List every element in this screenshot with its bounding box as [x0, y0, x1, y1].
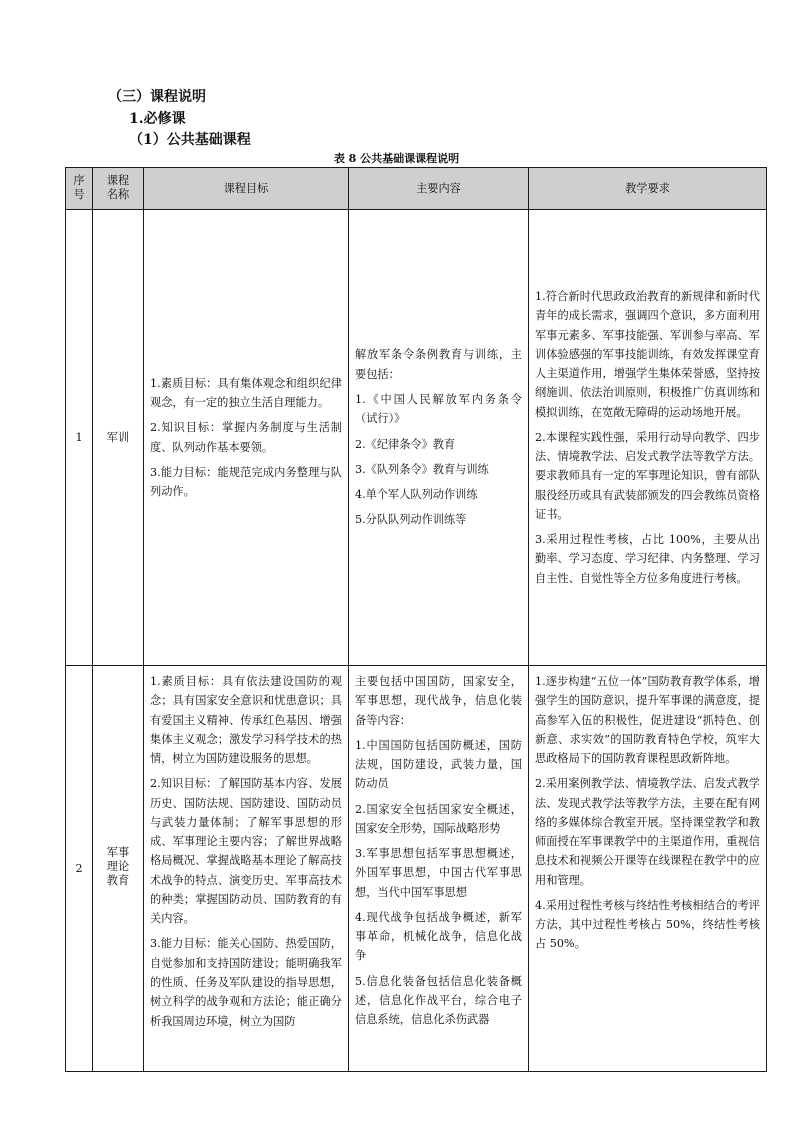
teaching-requirements [529, 210, 767, 666]
goal-item: 3.能力目标：能规范完成内务整理与队列动作。 [150, 465, 342, 499]
course-name: 军训 [93, 210, 144, 666]
table-row [66, 666, 767, 1072]
content-item: 3.《队列条令》教育与训练 [355, 462, 489, 476]
teaching-requirements [529, 666, 767, 1072]
goal-item: 1.素质目标：具有集体观念和组织纪律观念，有一定的独立生活自理能力。 [150, 376, 342, 409]
row-number: 2 [66, 666, 93, 1072]
goal-item: 3.能力目标：能关心国防、热爱国防，自觉参加和支持国防建设；能明确我军的性质、任务及军队建设的指导思想，树立科学的战争观和方法论；能正确分析我国周边环境，树立为国防 [150, 937, 342, 1028]
requirement-item: 2.采用案例教学法、情境教学法、启发式教学法、发现式教学法等教学方法，主要在配有网络的多媒体综合教室开展。坚持课堂教学和教师面授在军事课教学中的主渠道作用，重视信息技术和视频公开课等在线课程在教学中的应用和管理。 [535, 777, 760, 887]
requirement-item: 2.本课程实践性强，采用行动导向教学、四步法、情境教学法、启发式教学法等教学方法。要求教师具有一定的军事理论知识，曾有部队服役经历或具有武装部颁发的四会教练员资格证书。 [535, 430, 760, 521]
requirement-item: 1.符合新时代思政政治教育的新规律和新时代青年的成长需求，强调四个意识，多方面利用军事元素多、军事技能强、军训参与率高、军训体验感强的军事技能训练，有效发挥课堂育人主渠道作用，增强学生集体荣誉感，坚持按纲施训、依法治训原则，积极推广仿真训练和模拟训练，在宽敞无障碍的运动场地开展。 [535, 290, 760, 419]
requirement-item: 4.采用过程性考核与终结性考核相结合的考评方法，其中过程性考核占 50%，终结性考核占 50%。 [535, 898, 760, 951]
row-number: 1 [66, 210, 93, 666]
section-heading: （三）课程说明 [108, 89, 206, 105]
content-item: 2.《纪律条令》教育 [355, 437, 456, 451]
header-main-content: 主要内容 [349, 168, 529, 210]
content-item: 1.《中国人民解放军内务条令（试行）》 [355, 392, 522, 426]
requirement-item: 1.逐步构建“五位一体”国防教育教学体系，增强学生的国防意识，提升军事课的满意度，提高参军入伍的积极性，促进建设“抓特色、创新意、求实效”的国防教育特色学校，筑牢大思政格局下的国防教育课程思政新阵地。 [535, 675, 760, 766]
course-name: 军事理论教育 [93, 666, 144, 1072]
goal-item: 2.知识目标：掌握内务制度与生活制度、队列动作基本要领。 [150, 421, 342, 454]
subsubsection-heading: （1）公共基础课程 [129, 132, 251, 148]
course-goals [144, 666, 349, 1072]
course-goals [144, 210, 349, 666]
content-item: 5.信息化装备包括信息化装备概述，信息化作战平台，综合电子信息系统，信息化杀伤武器 [355, 974, 522, 1027]
goal-item: 2.知识目标：了解国防基本内容、发展历史、国防法规、国防建设、国防动员与武装力量体制；了解军事思想的形成、军事理论主要内容；了解世界战略格局概况、掌握战略基本理论了解高技术战争的特点、演变历史、军事高技术的种类；掌握国防动员、国防教育的有关内容。 [150, 777, 342, 926]
requirement-item: 3.采用过程性考核，占比 100%，主要从出勤率、学习态度、学习纪律、内务整理、学习自主性、自觉性等全方位多角度进行考核。 [535, 533, 760, 585]
content-item: 5.分队队列动作训练等 [355, 513, 467, 527]
content-item: 3.军事思想包括军事思想概述，外国军事思想，中国古代军事思想，当代中国军事思想 [355, 847, 522, 899]
content-item: 1.中国国防包括国防概述，国防法规，国防建设，武装力量，国防动员 [355, 738, 522, 791]
goal-item: 1.素质目标：具有依法建设国防的观念；具有国家安全意识和忧患意识；具有爱国主义精神、传承红色基因、增强集体主义观念；激发学习科学技术的热情，树立为国防建设服务的思想。 [150, 675, 342, 766]
table-caption: 表 8 公共基础课课程说明 [333, 152, 460, 165]
content-item: 解放军条令条例教育与训练，主要包括： [355, 348, 522, 381]
content-item: 4.单个军人队列动作训练 [355, 488, 478, 502]
subsection-heading: 1.必修课 [129, 111, 186, 127]
table-header-row [66, 168, 767, 210]
content-item: 4.现代战争包括战争概述，新军事革命，机械化战争，信息化战争 [355, 910, 522, 963]
course-table [65, 167, 767, 1072]
header-course-goals: 课程目标 [144, 168, 349, 210]
main-content [349, 210, 529, 666]
header-no: 序号 [66, 168, 93, 210]
header-teaching-requirements: 教学要求 [529, 168, 767, 210]
table-row [66, 210, 767, 666]
content-item: 主要包括中国国防，国家安全，军事思想，现代战争，信息化装备等内容： [355, 675, 522, 727]
main-content [349, 666, 529, 1072]
header-course-name: 课程名称 [93, 168, 144, 210]
content-item: 2.国家安全包括国家安全概述，国家安全形势，国际战略形势 [355, 802, 522, 835]
